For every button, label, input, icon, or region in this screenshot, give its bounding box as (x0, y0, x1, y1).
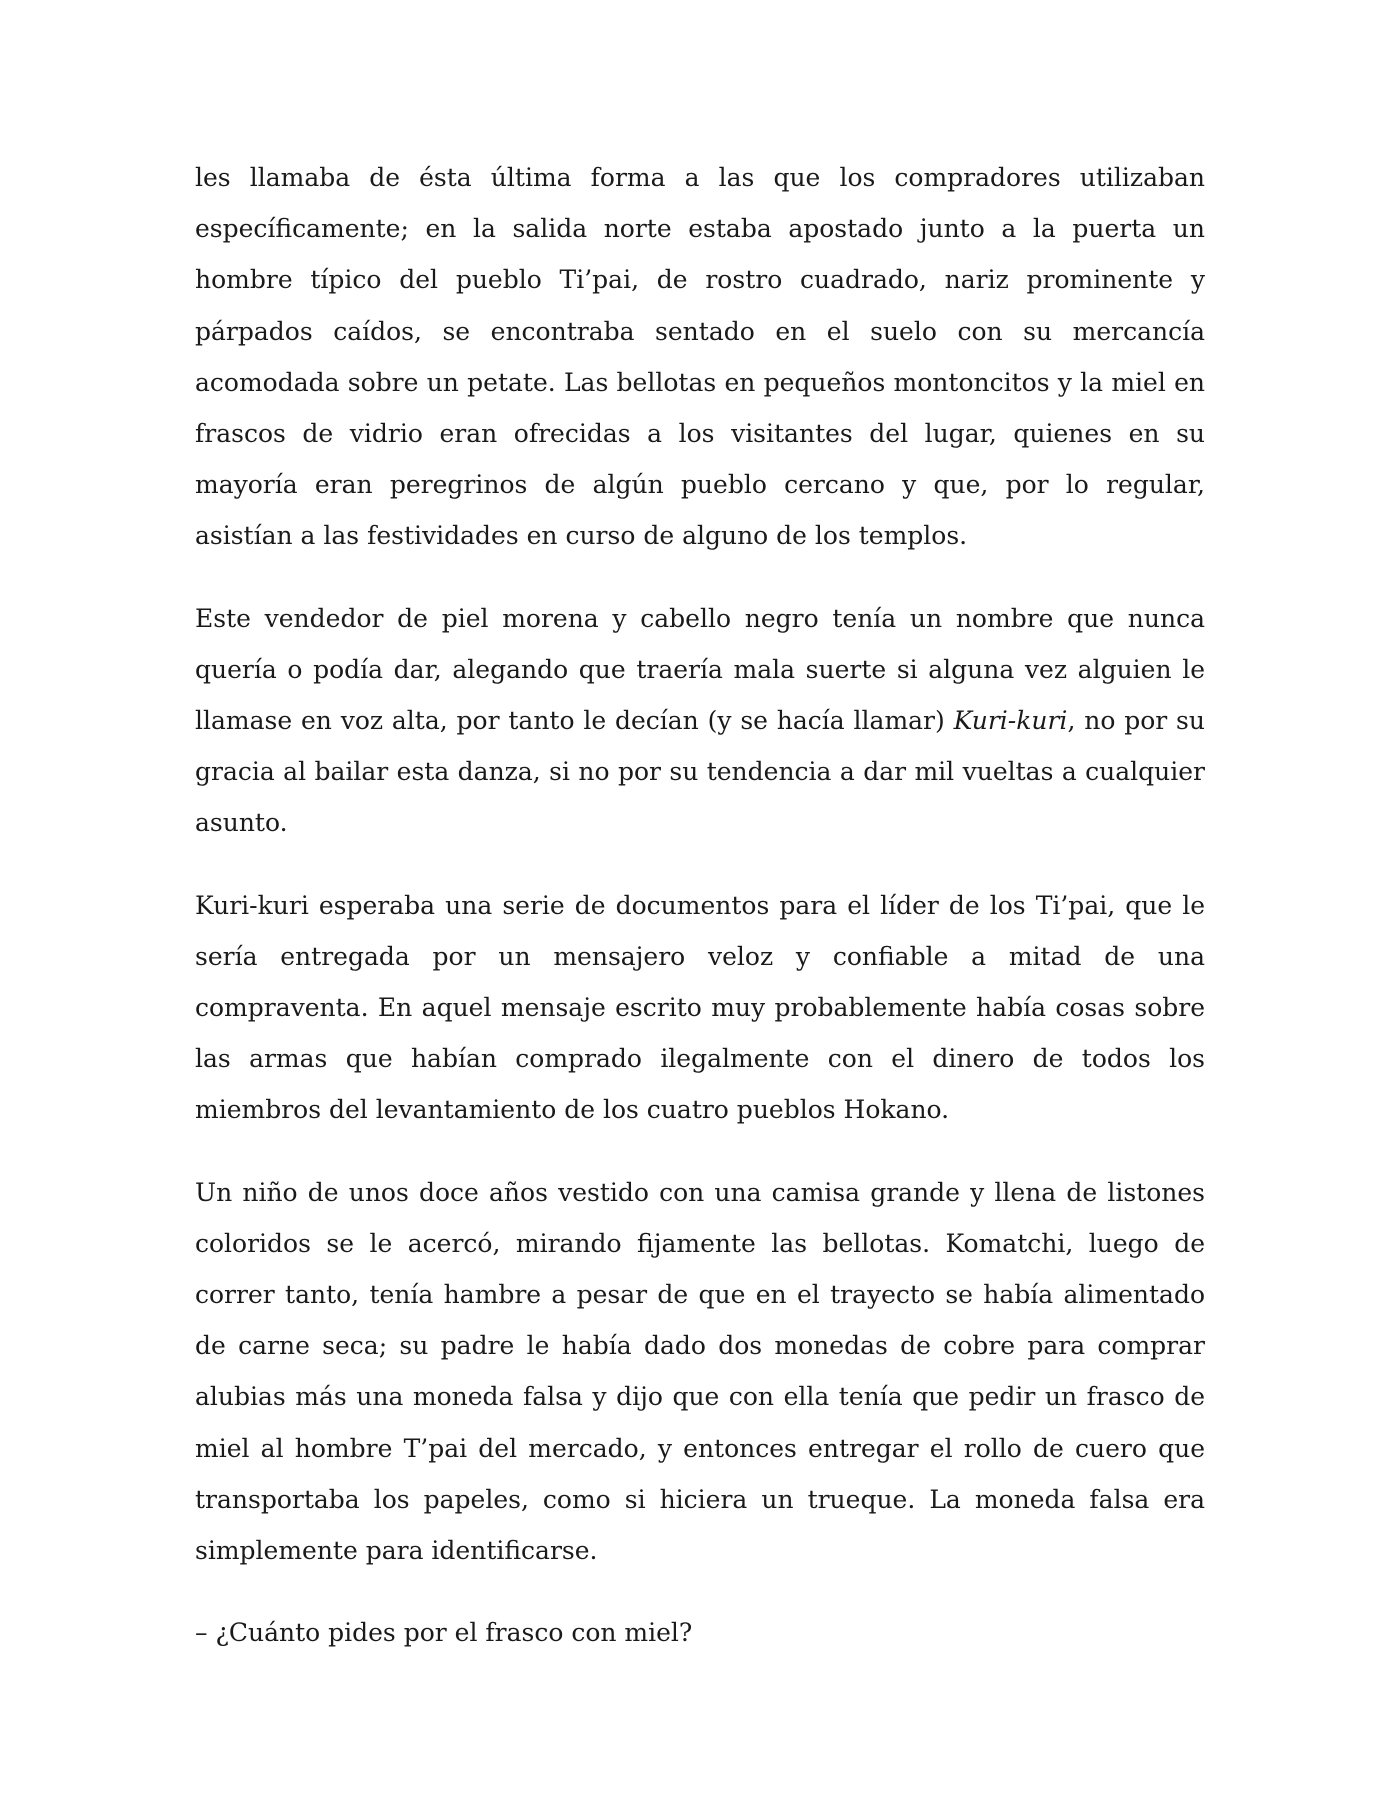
paragraph-3: Kuri-kuri esperaba una serie de documentos para el líder de los Ti’pai, que le sería entregada por un mensajero veloz y confiable a mitad de una compraventa. En aquel mensaje escrito muy probablemente había cosas sobre las armas que habían comprado ilegalmente con el dinero de todos los miembros del levantamiento de los cuatro pueblos Hokano. (195, 890, 1205, 1125)
paragraph-1: les llamaba de ésta última forma a las que los compradores utilizaban específicamente; en la salida norte estaba apostado junto a la puerta un hombre típico del pueblo Ti’pai, de rostro cuadrado, nariz prominente y párpados caídos, se encontraba sentado en el suelo con su mercancía acomodada sobre un petate. Las bellotas en pequeños montoncitos y la miel en frascos de vidrio eran ofrecidas a los visitantes del lugar, quienes en su mayoría eran peregrinos de algún pueblo cercano y que, por lo regular, asistían a las festividades en curso de alguno de los templos. (195, 163, 1205, 551)
paragraph-2-text-start: Este vendedor de piel morena y cabello negro tenía un nombre que nunca quería o podía dar, alegando que traería mala suerte si alguna vez alguien le llamase en voz alta, por tanto le decían (y se hacía llamar) (195, 603, 1205, 736)
paragraph-4: Un niño de unos doce años vestido con una camisa grande y llena de listones coloridos se le acercó, mirando fijamente las bellotas. Komatchi, luego de correr tanto, tenía hambre a pesar de que en el trayecto se había alimentado de carne seca; su padre le había dado dos monedas de cobre para comprar alubias más una moneda falsa y dijo que con ella tenía que pedir un frasco de miel al hombre T’pai del mercado, y entonces entregar el rollo de cuero que transportaba los papeles, como si hiciera un trueque. La moneda falsa era simplemente para identificarse. (195, 1177, 1205, 1566)
document-page (195, 152, 1205, 1658)
dialogue-line: – ¿Cuánto pides por el frasco con miel? (195, 1618, 693, 1648)
paragraph-2-italic-name: Kuri-kuri (953, 706, 1068, 736)
paragraph-2-text-end: , no por su gracia al bailar esta danza, si no por su tendencia a dar mil vueltas a cualquier asunto. (195, 706, 1205, 838)
paragraph-2 (195, 593, 1205, 849)
